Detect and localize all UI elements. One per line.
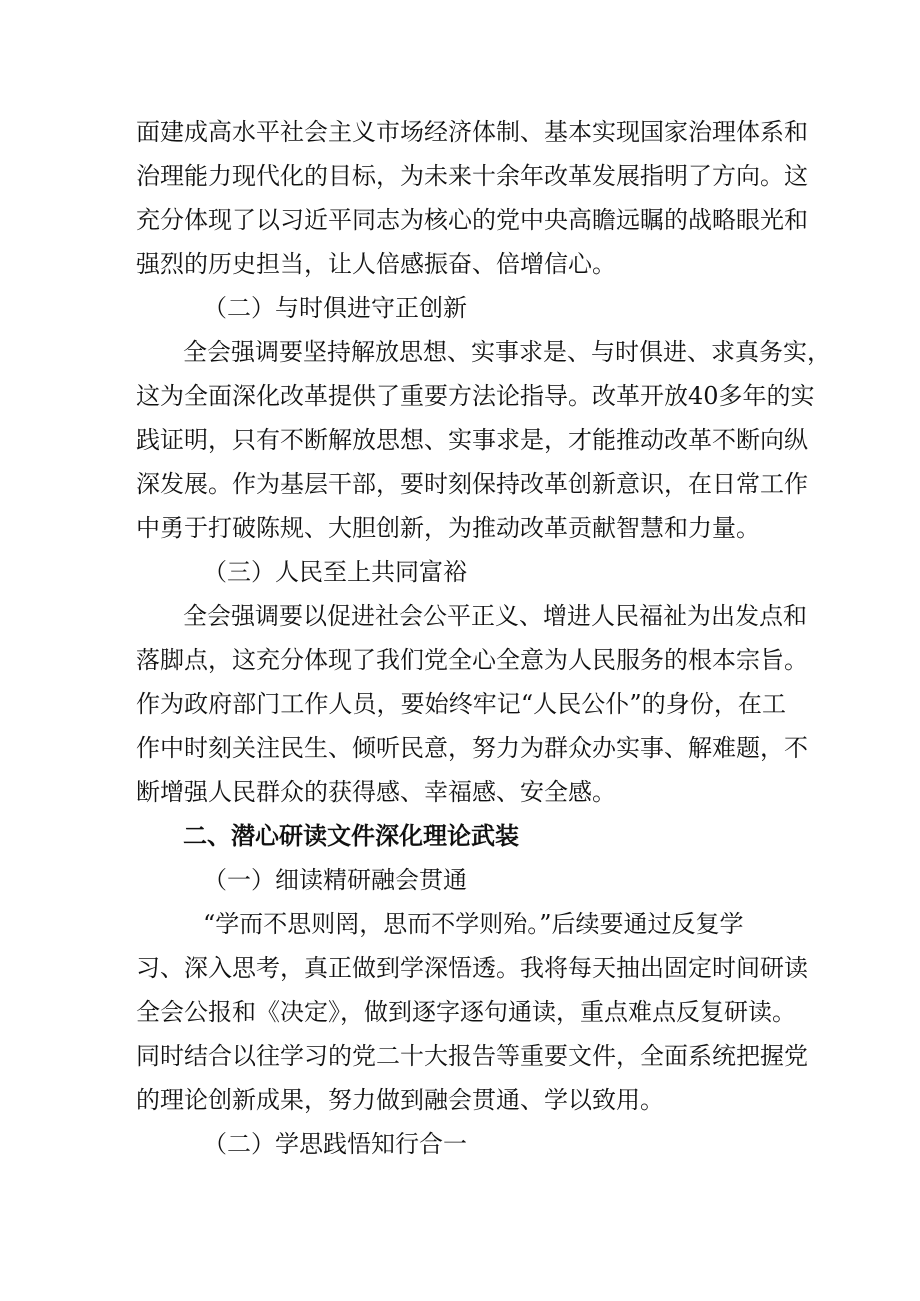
subheading: （二）学思践悟知行合一: [203, 1130, 467, 1158]
subheading: （二）与时俱进守正创新: [203, 294, 467, 322]
subheading: （一）细读精研融会贯通: [203, 866, 467, 894]
body-line: 强烈的历史担当，让人倍感振奋、倍增信心。: [136, 250, 616, 278]
body-line: “学而不思则罔，思而不学则殆。”后续要通过反复学: [203, 910, 744, 938]
section-heading: 二、潜心研读文件深化理论武装: [183, 822, 519, 850]
body-line: 践证明，只有不断解放思想、实事求是，才能推动改革不断向纵: [136, 426, 808, 454]
subheading: （三）人民至上共同富裕: [203, 558, 467, 586]
body-line: 充分体现了以习近平同志为核心的党中央高瞻远瞩的战略眼光和: [136, 206, 808, 234]
body-line: 作中时刻关注民生、倾听民意，努力为群众办实事、解难题，不: [136, 734, 808, 762]
body-line: 全会公报和《决定》，做到逐字逐句通读，重点难点反复研读。: [136, 998, 796, 1026]
body-line: 全会强调要坚持解放思想、实事求是、与时俱进、求真务实，: [183, 338, 831, 366]
body-line: 深发展。作为基层干部，要时刻保持改革创新意识，在日常工作: [136, 470, 808, 498]
body-line: 治理能力现代化的目标，为未来十余年改革发展指明了方向。这: [136, 162, 808, 190]
body-line: 全会强调要以促进社会公平正义、增进人民福祉为出发点和: [183, 602, 807, 630]
body-line: 这为全面深化改革提供了重要方法论指导。改革开放40多年的实: [136, 382, 815, 410]
body-line: 的理论创新成果，努力做到融会贯通、学以致用。: [136, 1086, 664, 1114]
body-line: 作为政府部门工作人员，要始终牢记“人民公仆”的身份，在工: [136, 690, 786, 718]
body-line: 断增强人民群众的获得感、幸福感、安全感。: [136, 778, 616, 806]
body-line: 同时结合以往学习的党二十大报告等重要文件，全面系统把握党: [136, 1042, 808, 1070]
body-line: 落脚点，这充分体现了我们党全心全意为人民服务的根本宗旨。: [136, 646, 808, 674]
body-line: 中勇于打破陈规、大胆创新，为推动改革贡献智慧和力量。: [136, 514, 760, 542]
body-line: 面建成高水平社会主义市场经济体制、基本实现国家治理体系和: [136, 118, 808, 146]
body-line: 习、深入思考，真正做到学深悟透。我将每天抽出固定时间研读: [136, 954, 808, 982]
